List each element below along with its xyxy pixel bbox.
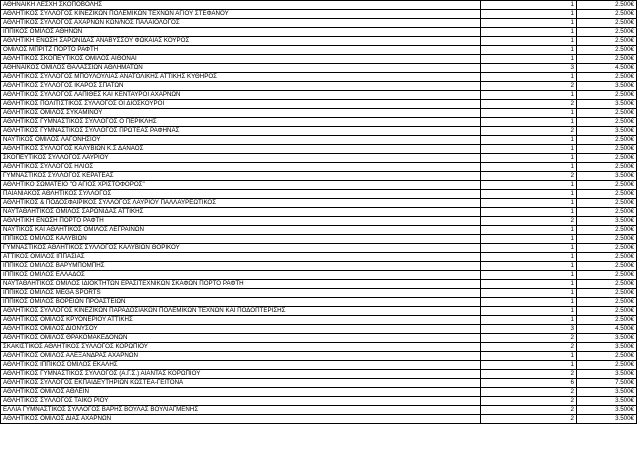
table-row[interactable] — [1, 217, 637, 226]
count-cell[interactable]: 1 — [481, 289, 577, 298]
table-row[interactable] — [1, 316, 637, 325]
table-row[interactable] — [1, 361, 637, 370]
amount-cell[interactable]: 2.500€ — [577, 199, 637, 208]
count-cell[interactable]: 2 — [481, 370, 577, 379]
table-row[interactable] — [1, 298, 637, 307]
amount-cell[interactable]: 4.500€ — [577, 64, 637, 73]
amount-cell[interactable]: 2.500€ — [577, 298, 637, 307]
amount-cell[interactable]: 2.500€ — [577, 37, 637, 46]
amount-cell[interactable]: 3.500€ — [577, 415, 637, 424]
club-name-cell[interactable]: ΝΑΥΤΑΘΛΗΤΙΚΟΣ ΟΜΙΛΟΣ ΣΑΡΩΝΙΔΑΣ ΑΤΤΙΚΗΣ — [1, 208, 481, 217]
count-cell[interactable]: 1 — [481, 145, 577, 154]
amount-cell[interactable]: 3.500€ — [577, 370, 637, 379]
club-name-cell[interactable]: ΑΘΛΗΤΙΚΗ ΕΝΩΣΗ ΣΑΡΩΝΙΔΑΣ ΑΝΑΒΥΣΣΟΥ ΦΩΚΑΙΑΣ ΚΟΥΡΟΣ — [1, 37, 481, 46]
amount-cell[interactable]: 2.500€ — [577, 28, 637, 37]
amount-cell[interactable]: 2.500€ — [577, 253, 637, 262]
club-name-cell[interactable]: ΑΘΛΗΤΙΚΟΣ ΣΥΛΛΟΓΟΣ ΕΚΠΑΙΔΕΥΤΗΡΙΩΝ ΚΩΣΤΕΑ-ΓΕΙΤΟΝΑ — [1, 379, 481, 388]
table-row[interactable] — [1, 334, 637, 343]
amount-cell[interactable]: 2.500€ — [577, 190, 637, 199]
count-cell[interactable]: 1 — [481, 46, 577, 55]
count-cell[interactable]: 1 — [481, 253, 577, 262]
count-cell[interactable]: 2 — [481, 343, 577, 352]
club-name-cell[interactable]: ΑΘΛΗΤΙΚΟ ΣΩΜΑΤΕΙΟ "Ο ΑΓΙΟΣ ΧΡΙΣΤΟΦΟΡΟΣ" — [1, 181, 481, 190]
amount-cell[interactable]: 3.500€ — [577, 127, 637, 136]
table-row[interactable] — [1, 154, 637, 163]
table-row[interactable] — [1, 127, 637, 136]
table-row[interactable] — [1, 91, 637, 100]
club-name-cell[interactable]: ΝΑΥΤΑΘΛΗΤΙΚΟΣ ΟΜΙΛΟΣ ΙΔΙΟΚΤΗΤΩΝ ΕΡΑΣΙΤΕΧΝΙΚΩΝ ΣΚΑΦΩΝ ΠΟΡΤΟ ΡΑΦΤΗ — [1, 280, 481, 289]
amount-cell[interactable]: 2.500€ — [577, 163, 637, 172]
table-row[interactable] — [1, 118, 637, 127]
count-cell[interactable]: 1 — [481, 154, 577, 163]
club-name-cell[interactable]: ΑΤΤΙΚΟΣ ΟΜΙΛΟΣ ΙΠΠΑΣΙΑΣ — [1, 253, 481, 262]
count-cell[interactable]: 2 — [481, 334, 577, 343]
count-cell[interactable]: 1 — [481, 235, 577, 244]
table-row[interactable] — [1, 109, 637, 118]
club-name-cell[interactable]: ΑΘΛΗΤΙΚΟΣ ΣΥΛΛΟΓΟΣ ΗΛΙΟΣ — [1, 163, 481, 172]
count-cell[interactable]: 3 — [481, 325, 577, 334]
club-name-cell[interactable]: ΑΘΛΗΤΙΚΟΣ ΙΠΠΙΚΟΣ ΟΜΙΛΟΣ ΕΚΑΛΗΣ — [1, 361, 481, 370]
club-name-cell[interactable]: ΑΘΛΗΤΙΚΟΣ ΣΥΛΛΟΓΟΣ ΑΧΑΡΝΩΝ ΚΩΝ/ΝΟΣ ΠΑΛΑΙΟΛΟΓΟΣ — [1, 19, 481, 28]
count-cell[interactable]: 2 — [481, 388, 577, 397]
club-name-cell[interactable]: ΑΘΛΗΤΙΚΟΣ ΣΥΛΛΟΓΟΣ ΚΙΝΕΖΙΚΩΝ ΠΑΡΑΔΟΣΙΑΚΩΝ ΠΟΛΕΜΙΚΩΝ ΤΕΧΝΩΝ ΚΑΙ ΠΟΔΟΠΤΕΡΙΣΗΣ — [1, 307, 481, 316]
count-cell[interactable]: 2 — [481, 82, 577, 91]
table-row[interactable] — [1, 37, 637, 46]
amount-cell[interactable]: 2.500€ — [577, 154, 637, 163]
table-row[interactable] — [1, 163, 637, 172]
count-cell[interactable]: 1 — [481, 118, 577, 127]
amount-cell[interactable]: 2.500€ — [577, 181, 637, 190]
count-cell[interactable]: 1 — [481, 298, 577, 307]
club-name-cell[interactable]: ΙΠΠΙΚΟΣ ΟΜΙΛΟΣ ΒΑΡΥΜΠΟΜΠΗΣ — [1, 262, 481, 271]
club-name-cell[interactable]: ΑΘΛΗΤΙΚΟΣ ΣΥΛΛΟΓΟΣ ΙΚΑΡΟΣ ΣΠΑΤΩΝ — [1, 82, 481, 91]
count-cell[interactable]: 2 — [481, 172, 577, 181]
table-row[interactable] — [1, 253, 637, 262]
count-cell[interactable]: 1 — [481, 199, 577, 208]
count-cell[interactable]: 1 — [481, 73, 577, 82]
table-row[interactable] — [1, 10, 637, 19]
club-name-cell[interactable]: ΙΠΠΙΚΟΣ ΟΜΙΛΟΣ MEGA SPORTS — [1, 289, 481, 298]
count-cell[interactable]: 1 — [481, 10, 577, 19]
count-cell[interactable]: 1 — [481, 190, 577, 199]
amount-cell[interactable]: 2.500€ — [577, 46, 637, 55]
club-name-cell[interactable]: ΑΘΗΝΑΪΚΟΣ ΟΜΙΛΟΣ ΘΑΛΑΣΣΙΩΝ ΑΘΛΗΜΑΤΩΝ — [1, 64, 481, 73]
count-cell[interactable]: 3 — [481, 64, 577, 73]
table-row[interactable] — [1, 19, 637, 28]
table-row[interactable] — [1, 73, 637, 82]
table-row[interactable] — [1, 82, 637, 91]
amount-cell[interactable]: 3.500€ — [577, 217, 637, 226]
amount-cell[interactable]: 2.500€ — [577, 352, 637, 361]
club-name-cell[interactable]: ΓΥΜΝΑΣΤΙΚΟΣ ΣΥΛΛΟΓΟΣ ΚΕΡΑΤΕΑΣ — [1, 172, 481, 181]
table-row[interactable] — [1, 262, 637, 271]
amount-cell[interactable]: 2.500€ — [577, 73, 637, 82]
club-name-cell[interactable]: ΑΘΛΗΤΙΚΟΣ ΣΥΛΛΟΓΟΣ ΚΙΝΕΖΙΚΩΝ ΠΟΛΕΜΙΚΩΝ ΤΕΧΝΩΝ ΑΓΙΟΥ ΣΤΕΦΑΝΟΥ — [1, 10, 481, 19]
table-row[interactable] — [1, 289, 637, 298]
count-cell[interactable]: 1 — [481, 271, 577, 280]
clubs-table-body — [1, 1, 637, 424]
club-name-cell[interactable]: ΑΘΛΗΤΙΚΟΣ ΟΜΙΛΟΣ ΚΡΥΟΝΕΡΙΟΥ ΑΤΤΙΚΗΣ — [1, 316, 481, 325]
table-row[interactable] — [1, 100, 637, 109]
count-cell[interactable]: 1 — [481, 109, 577, 118]
club-name-cell[interactable]: ΝΑΥΤΙΚΟΣ ΟΜΙΛΟΣ ΛΑΓΟΝΗΣΙΟΥ — [1, 136, 481, 145]
table-row[interactable] — [1, 406, 637, 415]
count-cell[interactable]: 2 — [481, 100, 577, 109]
count-cell[interactable]: 1 — [481, 19, 577, 28]
table-row[interactable] — [1, 208, 637, 217]
club-name-cell[interactable]: ΑΘΛΗΤΙΚΟΣ ΟΜΙΛΟΣ ΔΙΟΝΥΣΟΥ — [1, 325, 481, 334]
amount-cell[interactable]: 2.500€ — [577, 289, 637, 298]
amount-cell[interactable]: 2.500€ — [577, 271, 637, 280]
count-cell[interactable]: 1 — [481, 181, 577, 190]
club-name-cell[interactable]: ΟΜΙΛΟΣ ΜΠΡΙΤΖ ΠΟΡΤΟ ΡΑΦΤΗ — [1, 46, 481, 55]
club-name-cell[interactable]: ΓΥΜΝΑΣΤΙΚΟΣ ΑΘΛΗΤΙΚΟΣ ΣΥΛΛΟΓΟΣ ΚΑΛΥΒΙΩΝ ΘΟΡΙΚΟΥ — [1, 244, 481, 253]
count-cell[interactable]: 2 — [481, 406, 577, 415]
amount-cell[interactable]: 2.500€ — [577, 208, 637, 217]
table-row[interactable] — [1, 64, 637, 73]
club-name-cell[interactable]: ΝΑΥΤΙΚΟΣ ΚΑΙ ΑΘΛΗΤΙΚΟΣ ΟΜΙΛΟΣ ΛΕΓΡΑΙΝΩΝ — [1, 226, 481, 235]
table-row[interactable] — [1, 55, 637, 64]
table-row[interactable] — [1, 352, 637, 361]
count-cell[interactable]: 1 — [481, 55, 577, 64]
amount-cell[interactable]: 2.500€ — [577, 235, 637, 244]
amount-cell[interactable]: 3.500€ — [577, 100, 637, 109]
amount-cell[interactable]: 2.500€ — [577, 307, 637, 316]
table-row[interactable] — [1, 190, 637, 199]
amount-cell[interactable]: 2.500€ — [577, 280, 637, 289]
club-name-cell[interactable]: ΑΘΛΗΤΙΚΟΣ ΟΜΙΛΟΣ ΑΘΛΕΙΝ — [1, 388, 481, 397]
count-cell[interactable]: 1 — [481, 163, 577, 172]
amount-cell[interactable]: 3.500€ — [577, 388, 637, 397]
count-cell[interactable]: 1 — [481, 352, 577, 361]
count-cell[interactable]: 1 — [481, 1, 577, 10]
club-name-cell[interactable]: ΑΘΛΗΤΙΚΟΣ ΣΥΛΛΟΓΟΣ ΚΑΛΥΒΙΩΝ Κ.Σ ΔΑΝΑΟΣ — [1, 145, 481, 154]
amount-cell[interactable]: 2.500€ — [577, 91, 637, 100]
club-name-cell[interactable]: ΙΠΠΙΚΟΣ ΟΜΙΛΟΣ ΑΘΗΝΩΝ — [1, 28, 481, 37]
club-name-cell[interactable]: ΑΘΛΗΤΙΚΟΣ ΓΥΜΝΑΣΤΙΚΟΣ ΣΥΛΛΟΓΟΣ ΠΡΩΤΕΑΣ ΡΑΦΗΝΑΣ — [1, 127, 481, 136]
count-cell[interactable]: 1 — [481, 91, 577, 100]
count-cell[interactable]: 1 — [481, 280, 577, 289]
table-row[interactable] — [1, 181, 637, 190]
amount-cell[interactable]: 2.500€ — [577, 10, 637, 19]
table-row[interactable] — [1, 226, 637, 235]
table-row[interactable] — [1, 388, 637, 397]
table-row[interactable] — [1, 1, 637, 10]
table-row[interactable] — [1, 28, 637, 37]
amount-cell[interactable]: 2.500€ — [577, 136, 637, 145]
amount-cell[interactable]: 2.500€ — [577, 244, 637, 253]
count-cell[interactable]: 1 — [481, 307, 577, 316]
table-row[interactable] — [1, 325, 637, 334]
count-cell[interactable]: 1 — [481, 316, 577, 325]
amount-cell[interactable]: 4.500€ — [577, 325, 637, 334]
amount-cell[interactable]: 3.500€ — [577, 334, 637, 343]
table-row[interactable] — [1, 46, 637, 55]
count-cell[interactable]: 1 — [481, 226, 577, 235]
amount-cell[interactable]: 2.500€ — [577, 361, 637, 370]
club-name-cell[interactable]: ΙΠΠΙΚΟΣ ΟΜΙΛΟΣ ΕΛΛΑΔΟΣ — [1, 271, 481, 280]
amount-cell[interactable]: 3.500€ — [577, 343, 637, 352]
count-cell[interactable]: 6 — [481, 379, 577, 388]
table-row[interactable] — [1, 136, 637, 145]
club-name-cell[interactable]: ΙΠΠΙΚΟΣ ΟΜΙΛΟΣ ΚΑΛΥΒΙΩΝ — [1, 235, 481, 244]
club-name-cell[interactable]: ΣΚΑΚΙΣΤΙΚΟΣ ΑΘΛΗΤΙΚΟΣ ΣΥΛΛΟΓΟΣ ΚΟΡΩΠΙΟΥ — [1, 343, 481, 352]
table-row[interactable] — [1, 235, 637, 244]
table-row[interactable] — [1, 145, 637, 154]
amount-cell[interactable]: 2.500€ — [577, 19, 637, 28]
club-name-cell[interactable]: ΑΘΛΗΤΙΚΟΣ ΓΥΜΝΑΣΤΙΚΟΣ ΣΥΛΛΟΓΟΣ (Α.Γ.Σ.) ΑΙΑΝΤΑΣ ΚΟΡΩΠΙΟΥ — [1, 370, 481, 379]
table-row[interactable] — [1, 343, 637, 352]
count-cell[interactable]: 2 — [481, 127, 577, 136]
club-name-cell[interactable]: ΑΘΛΗΤΙΚΟΣ ΟΜΙΛΟΣ ΣΥΚΑΜΙΝΟΥ — [1, 109, 481, 118]
table-row[interactable] — [1, 244, 637, 253]
count-cell[interactable]: 2 — [481, 217, 577, 226]
amount-cell[interactable]: 2.500€ — [577, 118, 637, 127]
club-name-cell[interactable]: ΑΘΛΗΤΙΚΟΣ ΓΥΜΝΑΣΤΙΚΟΣ ΣΥΛΛΟΓΟΣ Ο ΠΕΡΙΚΛΗΣ — [1, 118, 481, 127]
club-name-cell[interactable]: ΑΘΛΗΤΙΚΗ ΕΝΩΣΗ ΠΟΡΤΟ ΡΑΦΤΗ — [1, 217, 481, 226]
club-name-cell[interactable]: ΑΘΛΗΤΙΚΟΣ ΠΟΛΙΤΙΣΤΙΚΟΣ ΣΥΛΛΟΓΟΣ ΟΙ ΔΙΟΣΚΟΥΡΟΙ — [1, 100, 481, 109]
table-row[interactable] — [1, 172, 637, 181]
club-name-cell[interactable]: ΣΚΟΠΕΥΤΙΚΟΣ ΣΥΛΛΟΓΟΣ ΛΑΥΡΙΟΥ — [1, 154, 481, 163]
club-name-cell[interactable]: ΑΘΛΗΤΙΚΟΣ ΣΚΟΠΕΥΤΙΚΟΣ ΟΜΙΛΟΣ ΑΙΘΟΝΑΙ — [1, 55, 481, 64]
club-name-cell[interactable]: ΑΘΛΗΤΙΚΟΣ ΟΜΙΛΟΣ ΔΙΑΣ ΑΧΑΡΝΩΝ — [1, 415, 481, 424]
count-cell[interactable]: 1 — [481, 37, 577, 46]
amount-cell[interactable]: 2.500€ — [577, 55, 637, 64]
amount-cell[interactable]: 7.500€ — [577, 379, 637, 388]
count-cell[interactable]: 1 — [481, 28, 577, 37]
table-row[interactable] — [1, 370, 637, 379]
club-name-cell[interactable]: ΙΠΠΙΚΟΣ ΟΜΙΛΟΣ ΒΟΡΕΙΩΝ ΠΡΟΑΣΤΕΙΩΝ — [1, 298, 481, 307]
table-row[interactable] — [1, 280, 637, 289]
count-cell[interactable]: 1 — [481, 136, 577, 145]
count-cell[interactable]: 1 — [481, 262, 577, 271]
amount-cell[interactable]: 2.500€ — [577, 109, 637, 118]
table-row[interactable] — [1, 199, 637, 208]
count-cell[interactable]: 2 — [481, 415, 577, 424]
table-row[interactable] — [1, 271, 637, 280]
table-row[interactable] — [1, 379, 637, 388]
club-name-cell[interactable]: ΠΑΙΑΝΙΑΚΟΣ ΑΘΛΗΤΙΚΟΣ ΣΥΛΛΟΓΟΣ — [1, 190, 481, 199]
amount-cell[interactable]: 2.500€ — [577, 316, 637, 325]
club-name-cell[interactable]: ΑΘΛΗΤΙΚΟΣ & ΠΟΔΟΣΦΑΙΡΙΚΟΣ ΣΥΛΛΟΓΟΣ ΛΑΥΡΙΟΥ ΠΑΛΛΑΥΡΕΩΤΙΚΟΣ — [1, 199, 481, 208]
amount-cell[interactable]: 3.500€ — [577, 172, 637, 181]
amount-cell[interactable]: 3.500€ — [577, 82, 637, 91]
count-cell[interactable]: 2 — [481, 397, 577, 406]
amount-cell[interactable]: 3.500€ — [577, 406, 637, 415]
club-name-cell[interactable]: ΑΘΛΗΤΙΚΟΣ ΟΜΙΛΟΣ ΘΡΑΚΟΜΑΚΕΔΟΝΩΝ — [1, 334, 481, 343]
club-name-cell[interactable]: ΑΘΛΗΤΙΚΟΣ ΣΥΛΛΟΓΟΣ ΤΑΪΚΟ ΡΙΟΥ — [1, 397, 481, 406]
amount-cell[interactable]: 2.500€ — [577, 226, 637, 235]
table-row[interactable] — [1, 415, 637, 424]
club-name-cell[interactable]: ΑΘΛΗΤΙΚΟΣ ΣΥΛΛΟΓΟΣ ΜΠΟΥΛΟΥΛΙΑΣ ΑΝΑΤΟΛΙΚΗΣ ΑΤΤΙΚΗΣ ΚΥΘΗΡΟΣ — [1, 73, 481, 82]
count-cell[interactable]: 1 — [481, 244, 577, 253]
amount-cell[interactable]: 2.500€ — [577, 1, 637, 10]
amount-cell[interactable]: 2.500€ — [577, 145, 637, 154]
amount-cell[interactable]: 2.500€ — [577, 262, 637, 271]
table-row[interactable] — [1, 307, 637, 316]
count-cell[interactable]: 1 — [481, 361, 577, 370]
amount-cell[interactable]: 3.500€ — [577, 397, 637, 406]
table-row[interactable] — [1, 397, 637, 406]
club-name-cell[interactable]: ΑΘΗΝΑΙΚΗ ΛΕΣΧΗ ΣΚΟΠΟΒΟΛΗΣ — [1, 1, 481, 10]
club-name-cell[interactable]: ΕΛΛΙΑ ΓΥΜΝΑΣΤΙΚΟΣ ΣΥΛΛΟΓΟΣ ΒΑΡΗΣ ΒΟΥΛΑΣ ΒΟΥΛΙΑΓΜΕΝΗΣ — [1, 406, 481, 415]
count-cell[interactable]: 1 — [481, 208, 577, 217]
club-name-cell[interactable]: ΑΘΛΗΤΙΚΟΣ ΣΥΛΛΟΓΟΣ ΛΑΠΙΘΕΣ ΚΑΙ ΚΕΝΤΑΥΡΟΙ ΑΧΑΡΝΩΝ — [1, 91, 481, 100]
club-name-cell[interactable]: ΑΘΛΗΤΙΚΟΣ ΟΜΙΛΟΣ ΑΛΕΞΑΝΔΡΑΣ ΑΧΑΡΝΩΝ — [1, 352, 481, 361]
